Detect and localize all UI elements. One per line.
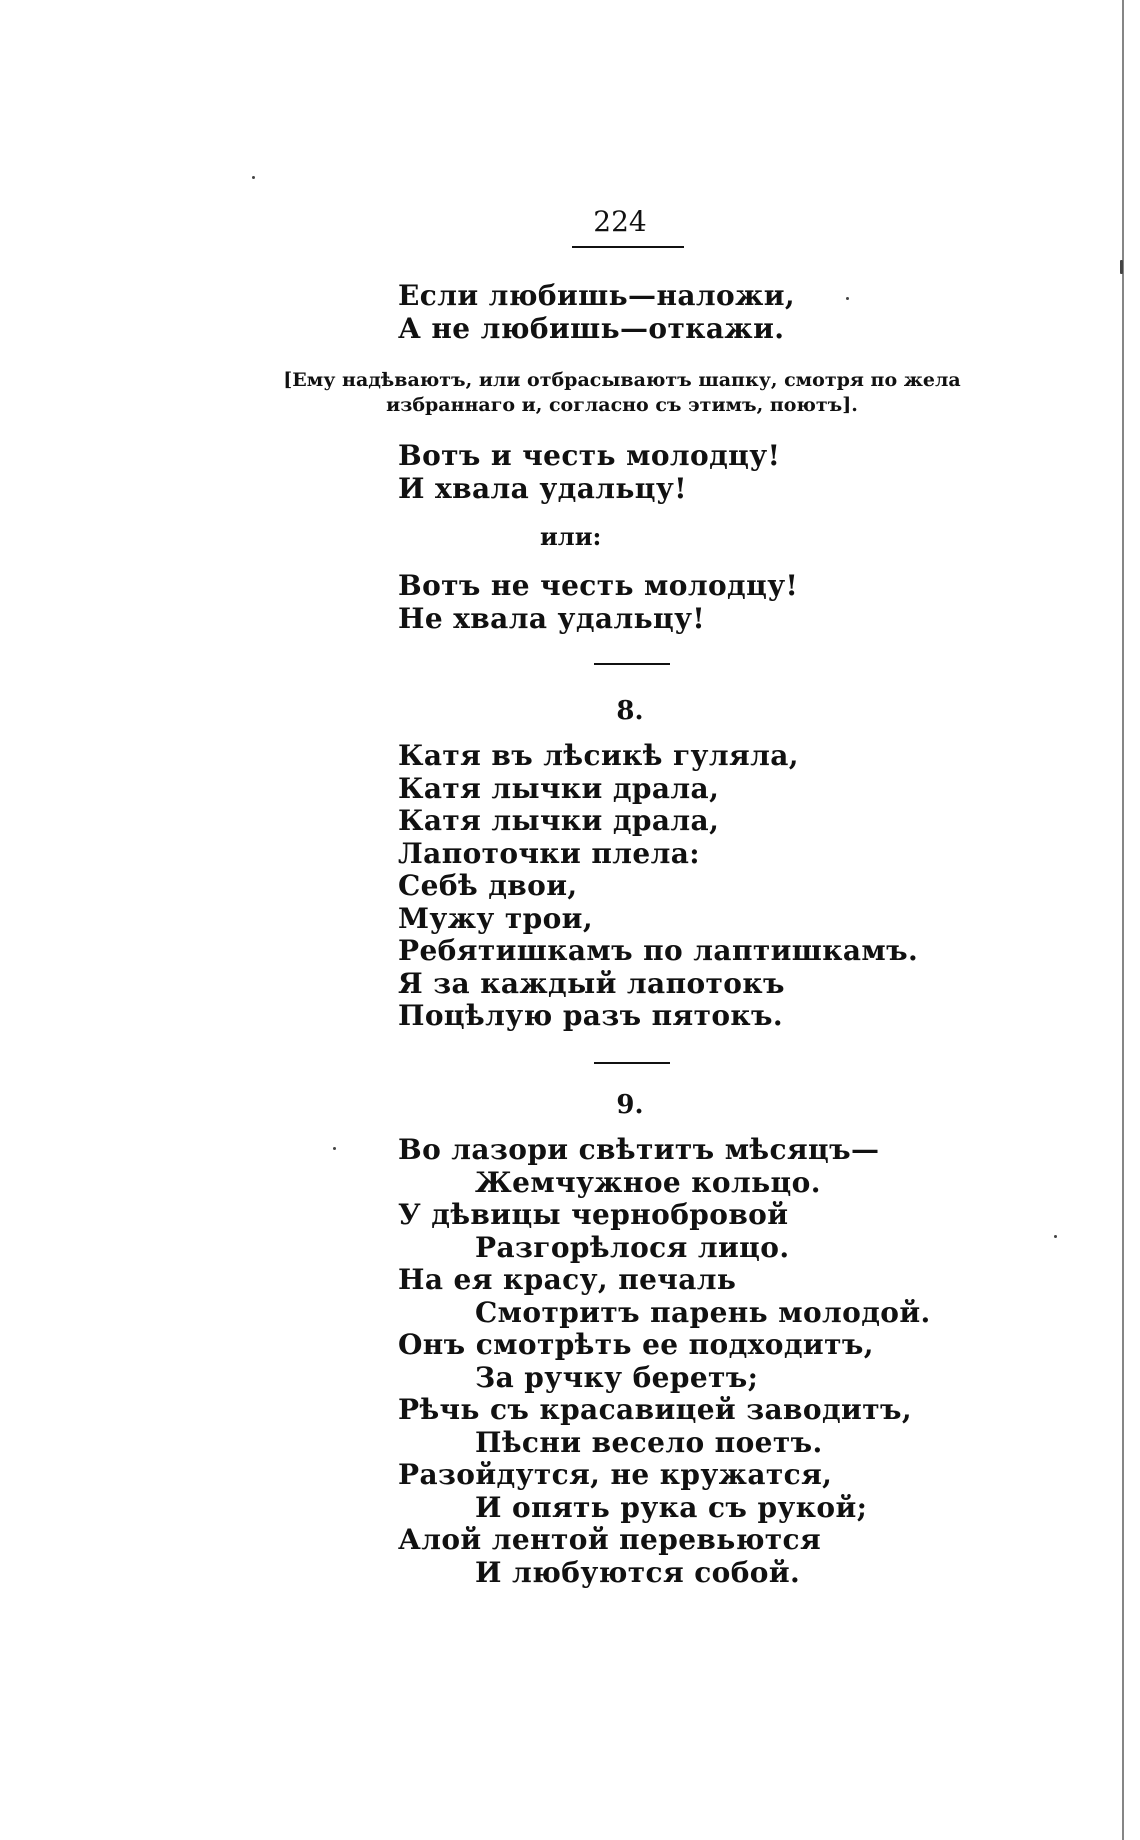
verse-line: Разойдутся, не кружатся, xyxy=(398,1458,833,1491)
verse-line: Мужу трои, xyxy=(398,901,593,935)
verse-line: Я за каждый лапотокъ xyxy=(398,966,785,1000)
section-divider xyxy=(594,663,670,665)
verse-line: Катя лычки драла, xyxy=(398,771,720,805)
verse-line: На ея красу, печаль xyxy=(398,1263,737,1296)
verse-line: Разгорѣлося лицо. xyxy=(475,1230,790,1264)
print-speck xyxy=(333,1147,336,1150)
alternative-label: или: xyxy=(540,522,602,551)
verse-line: Если любишь—наложи, xyxy=(398,279,796,312)
verse-line: Лапоточки плела: xyxy=(398,836,700,870)
verse-praise xyxy=(398,440,780,505)
verse-opening xyxy=(398,280,795,345)
verse-line: Жемчужное кольцо. xyxy=(475,1165,821,1199)
verse-line: Катя лычки драла, xyxy=(398,804,720,837)
verse-line: Онъ смотрѣть ее подходитъ, xyxy=(398,1328,874,1361)
verse-line: А не любишь—откажи. xyxy=(398,311,785,345)
verse-line: Себѣ двои, xyxy=(398,869,578,902)
verse-line: Пѣсни весело поетъ. xyxy=(475,1425,823,1459)
stage-direction xyxy=(242,368,1002,418)
verse-no-praise xyxy=(398,570,798,635)
verse-line: Поцѣлую разъ пятокъ. xyxy=(398,999,784,1032)
print-speck xyxy=(846,297,849,300)
verse-line: За ручку беретъ; xyxy=(475,1360,759,1394)
section-number: 8. xyxy=(616,696,644,726)
verse-line: Смотритъ парень молодой. xyxy=(475,1295,931,1329)
verse-line: Рѣчь съ красавицей заводитъ, xyxy=(398,1393,912,1426)
print-speck xyxy=(1120,260,1123,274)
song-8 xyxy=(398,740,918,1033)
stage-direction-line: избраннаго и, согласно съ этимъ, поютъ]. xyxy=(386,394,858,416)
section-divider xyxy=(594,1062,670,1064)
verse-line: И любуются собой. xyxy=(475,1555,801,1589)
verse-line: Во лазори свѣтитъ мѣсяцъ— xyxy=(398,1133,880,1166)
verse-line: Вотъ не честь молодцу! xyxy=(398,569,799,602)
song-9 xyxy=(398,1134,931,1589)
verse-line: У дѣвицы чернобровой xyxy=(398,1198,789,1231)
section-number: 9. xyxy=(616,1090,644,1120)
verse-line: И опять рука съ рукой; xyxy=(475,1490,868,1524)
verse-line: Не хвала удальцу! xyxy=(398,601,706,635)
verse-line: И хвала удальцу! xyxy=(398,471,687,505)
page-number: 224 xyxy=(593,205,647,238)
verse-line: Алой лентой перевьются xyxy=(398,1523,822,1556)
page-edge-line xyxy=(1122,0,1124,1840)
stage-direction-line: [Ему надѣваютъ, или отбрасываютъ шапку, смотря по жела xyxy=(283,369,961,391)
print-speck xyxy=(1054,1235,1057,1238)
print-speck xyxy=(252,176,255,179)
verse-line: Вотъ и честь молодцу! xyxy=(398,439,781,472)
header-rule xyxy=(572,246,684,248)
verse-line: Ребятишкамъ по лаптишкамъ. xyxy=(398,934,919,967)
verse-line: Катя въ лѣсикѣ гуляла, xyxy=(398,739,799,772)
